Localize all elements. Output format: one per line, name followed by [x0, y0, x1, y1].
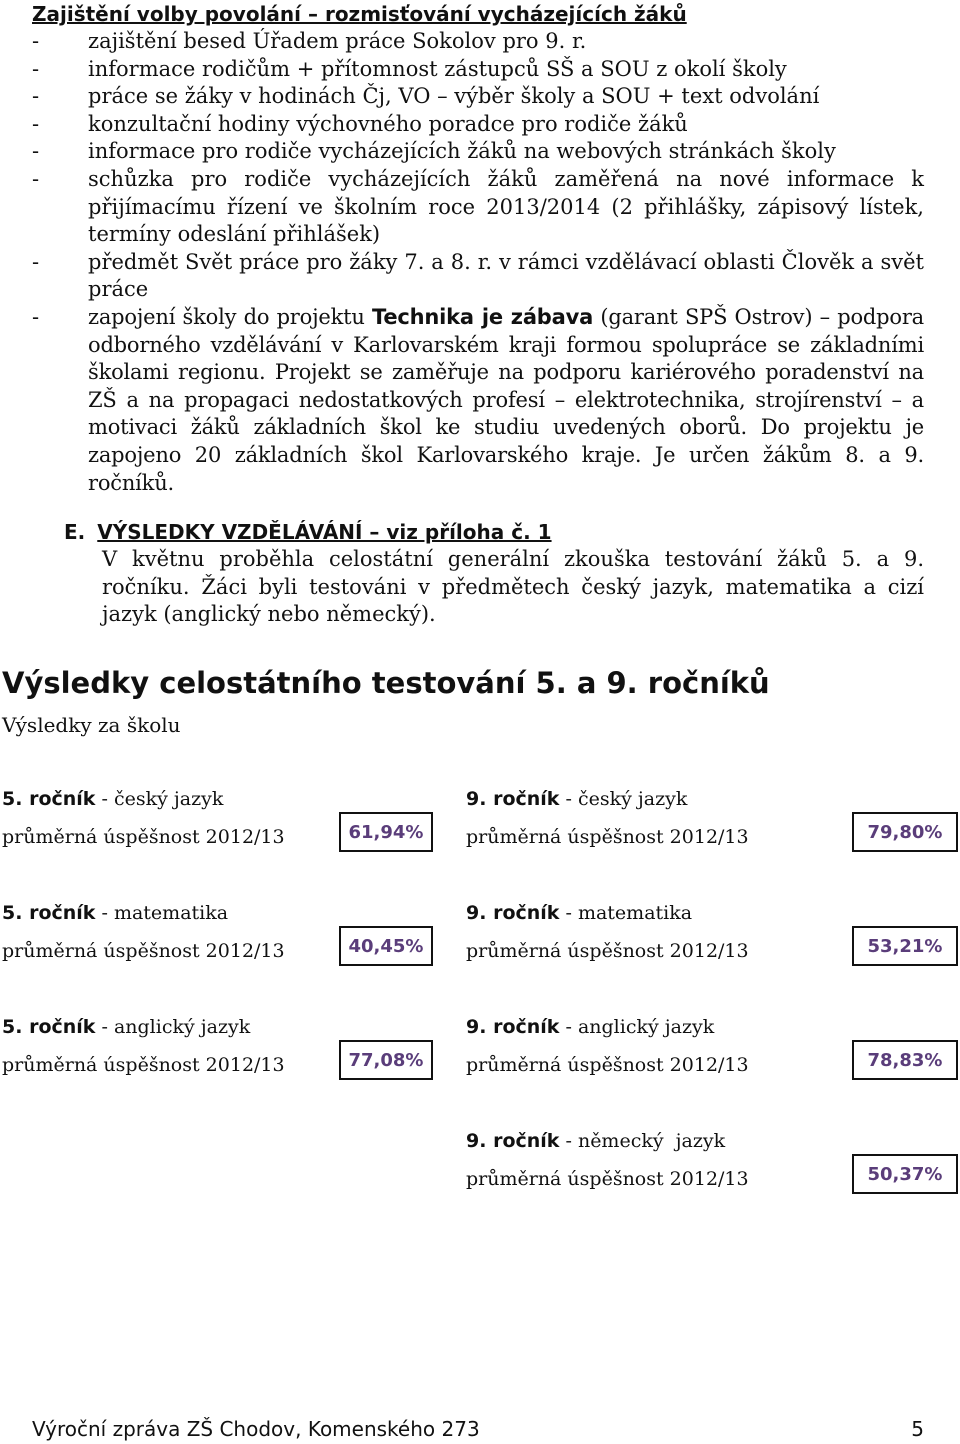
score-box: 79,80% — [852, 812, 958, 852]
section-letter: E. — [64, 520, 86, 544]
rate-label: průměrná úspěšnost 2012/13 — [2, 940, 285, 962]
score-box: 78,83% — [852, 1040, 958, 1080]
section-e-body: V květnu proběhla celostátní generální zkouška testování žáků 5. a 9. ročníku. Žáci byli testováni v předmětech český jazyk, matematika a cizí jazyk (anglický nebo německý). — [102, 547, 924, 627]
result-label: 5. ročník - matematika — [2, 902, 229, 924]
result-label: 9. ročník - matematika — [466, 902, 693, 924]
result-label: 9. ročník - anglický jazyk — [466, 1016, 715, 1038]
technika-project-name: Technika je zábava — [372, 304, 594, 329]
score-box: 40,45% — [339, 926, 433, 966]
list-item-text: konzultační hodiny výchovného poradce pro rodiče žáků — [88, 111, 688, 136]
result-label: 5. ročník - anglický jazyk — [2, 1016, 251, 1038]
results-subtitle: Výsledky za školu — [2, 713, 181, 737]
list-item-text: informace pro rodiče vycházejících žáků na webových stránkách školy — [88, 139, 836, 164]
section-heading: Zajištění volby povolání – rozmisťování vycházejících žáků — [32, 2, 687, 26]
list-item-text: předmět Svět práce pro žáky 7. a 8. r. v rámci vzdělávací oblasti Člověk a svět práce — [88, 249, 924, 302]
technika-text-before: zapojení školy do projektu — [88, 304, 373, 329]
result-label: 9. ročník - německý jazyk — [466, 1130, 726, 1152]
footer-title: Výroční zpráva ZŠ Chodov, Komenského 273 — [32, 1417, 480, 1441]
list-item — [32, 138, 924, 166]
section-e-title — [64, 518, 924, 546]
result-label: 5. ročník - český jazyk — [2, 788, 224, 810]
rate-label: průměrná úspěšnost 2012/13 — [2, 826, 285, 848]
list-item — [32, 111, 924, 139]
list-item — [32, 28, 924, 56]
dash-marker: - — [32, 29, 40, 53]
dash-marker: - — [32, 84, 40, 109]
list-item — [32, 83, 924, 111]
list-item-text: zajištění besed Úřadem práce Sokolov pro 9. r. — [88, 29, 587, 53]
list-item — [32, 166, 924, 249]
dash-marker: - — [32, 139, 40, 164]
page-footer — [32, 1417, 924, 1441]
score-box: 53,21% — [852, 926, 958, 966]
rate-label: průměrná úspěšnost 2012/13 — [2, 1054, 285, 1076]
score-box: 50,37% — [852, 1154, 958, 1194]
list-item — [32, 249, 924, 304]
list-item-text: schůzka pro rodiče vycházejících žáků zaměřená na nové informace k přijímacímu řízení ve školním roce 2013/2014 (2 přihlášky, zápisový lístek, termíny odeslání přihlášek) — [88, 166, 924, 247]
rate-label: průměrná úspěšnost 2012/13 — [466, 1168, 749, 1190]
score-box: 77,08% — [339, 1040, 433, 1080]
rate-label: průměrná úspěšnost 2012/13 — [466, 826, 749, 848]
list-item-text: informace rodičům + přítomnost zástupců SŠ a SOU z okolí školy — [88, 56, 787, 81]
list-item — [32, 56, 924, 84]
bullet-list — [32, 28, 924, 497]
dash-marker: - — [32, 249, 40, 274]
section-e — [64, 518, 924, 629]
list-item-technika — [32, 304, 924, 497]
dash-marker: - — [32, 111, 40, 136]
rate-label: průměrná úspěšnost 2012/13 — [466, 940, 749, 962]
rate-label: průměrná úspěšnost 2012/13 — [466, 1054, 749, 1076]
results-title: Výsledky celostátního testování 5. a 9. ročníků — [2, 666, 770, 700]
technika-text-after: (garant SPŠ Ostrov) – podpora odborného vzdělávání v Karlovarském kraji formou spolupráce se základními školami regionu. Projekt se zaměřuje na podporu kariérového poradenství na ZŠ a na propagaci nedostatkových profesí – elektrotechnika, strojírenství – a motivaci žáků základních škol ke studiu uvedených oborů. Do projektu je zapojeno 20 základních škol Karlovarského kraje. Je určen žákům 8. a 9. ročníků. — [88, 304, 925, 495]
dash-marker: - — [32, 304, 39, 329]
score-box: 61,94% — [339, 812, 433, 852]
result-label: 9. ročník - český jazyk — [466, 788, 688, 810]
page-number: 5 — [911, 1417, 924, 1441]
list-item-text: práce se žáky v hodinách Čj, VO – výběr školy a SOU + text odvolání — [88, 84, 820, 109]
dash-marker: - — [32, 56, 40, 81]
dash-marker: - — [32, 166, 40, 191]
section-e-heading: VÝSLEDKY VZDĚLÁVÁNÍ – viz příloha č. 1 — [97, 520, 552, 544]
